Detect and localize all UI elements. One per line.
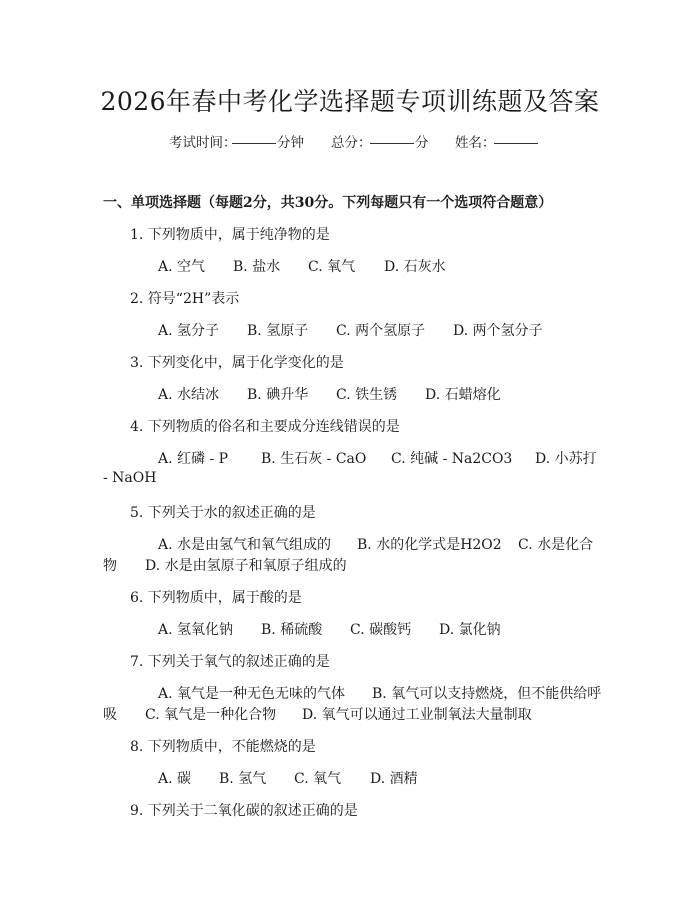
option: A. 水结冰 bbox=[158, 387, 220, 403]
score-blank bbox=[370, 131, 414, 148]
option: B. 稀硫酸 bbox=[261, 622, 323, 638]
option-continuation: - NaOH bbox=[103, 470, 157, 486]
page-title: 2026年春中考化学选择题专项训练题及答案 bbox=[100, 87, 600, 116]
option: B. 生石灰 - CaO bbox=[261, 451, 367, 467]
time-unit: 分钟 bbox=[277, 135, 304, 151]
option: C. 氧气是一种化合物 bbox=[145, 707, 277, 723]
section-heading: 一、单项选择题（每题2分，共30分。下列每题只有一个选项符合题意） bbox=[103, 195, 553, 211]
question-stem: 6. 下列物质中，属于酸的是 bbox=[130, 590, 302, 606]
option: D. 小苏打 bbox=[535, 451, 597, 467]
name-label: 姓名： bbox=[455, 135, 496, 151]
option: A. 碳 bbox=[158, 771, 192, 787]
question-stem: 7. 下列关于氧气的叙述正确的是 bbox=[130, 654, 330, 670]
question-stem: 2. 符号“2H”表示 bbox=[130, 291, 240, 307]
option: A. 红磷 - P bbox=[158, 451, 229, 467]
option: A. 氢氧化钠 bbox=[158, 622, 234, 638]
score-label: 总分： bbox=[331, 135, 372, 151]
option: C. 碳酸钙 bbox=[350, 622, 412, 638]
option: D. 氯化钠 bbox=[439, 622, 501, 638]
time-label: 考试时间： bbox=[169, 135, 237, 151]
option: D. 酒精 bbox=[370, 771, 418, 787]
option: B. 碘升华 bbox=[247, 387, 309, 403]
option-continuation: 吸 bbox=[103, 707, 117, 723]
time-blank bbox=[232, 131, 276, 148]
name-blank bbox=[494, 131, 538, 148]
option: A. 氧气是一种无色无味的气体 bbox=[158, 686, 346, 702]
question-stem: 4. 下列物质的俗名和主要成分连线错误的是 bbox=[130, 419, 400, 435]
option: C. 两个氢原子 bbox=[336, 323, 426, 339]
option: B. 水的化学式是H2O2 bbox=[357, 537, 502, 553]
option: D. 氧气可以通过工业制氧法大量制取 bbox=[302, 707, 532, 723]
option: B. 氧气可以支持燃烧，但不能供给呼 bbox=[372, 686, 602, 702]
option: C. 氧气 bbox=[308, 259, 356, 275]
score-unit: 分 bbox=[415, 135, 429, 151]
option: A. 水是由氢气和氧气组成的 bbox=[158, 537, 332, 553]
option: B. 氢气 bbox=[219, 771, 267, 787]
option: B. 盐水 bbox=[233, 259, 281, 275]
option: B. 氢原子 bbox=[247, 323, 309, 339]
option: C. 纯碱 - Na2CO3 bbox=[391, 451, 513, 467]
option: C. 铁生锈 bbox=[336, 387, 398, 403]
option: A. 空气 bbox=[158, 259, 206, 275]
question-stem: 5. 下列关于水的叙述正确的是 bbox=[130, 505, 316, 521]
question-stem: 8. 下列物质中，不能燃烧的是 bbox=[130, 739, 316, 755]
option: C. 水是化合 bbox=[518, 537, 594, 553]
question-stem: 3. 下列变化中，属于化学变化的是 bbox=[130, 355, 344, 371]
question-stem: 9. 下列关于二氧化碳的叙述正确的是 bbox=[130, 803, 358, 819]
option: D. 石灰水 bbox=[384, 259, 446, 275]
option: D. 水是由氢原子和氧原子组成的 bbox=[145, 558, 347, 574]
option: A. 氢分子 bbox=[158, 323, 220, 339]
option: D. 石蜡熔化 bbox=[425, 387, 501, 403]
option: C. 氧气 bbox=[294, 771, 342, 787]
option-continuation: 物 bbox=[103, 558, 117, 574]
option: D. 两个氢分子 bbox=[453, 323, 543, 339]
question-stem: 1. 下列物质中，属于纯净物的是 bbox=[130, 227, 330, 243]
